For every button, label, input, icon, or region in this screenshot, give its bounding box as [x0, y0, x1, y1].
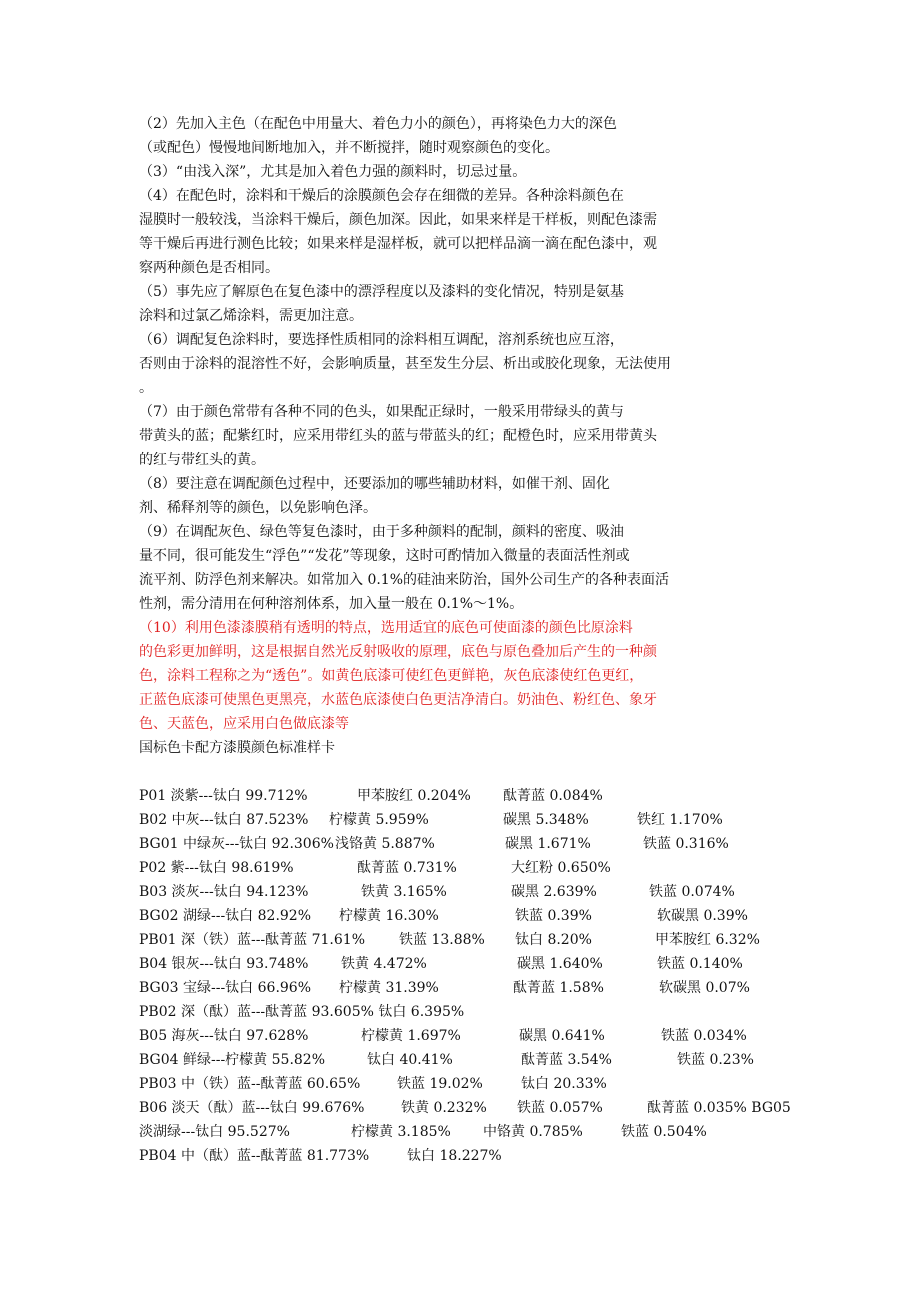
- text-line: 否则由于涂料的混溶性不好，会影响质量，甚至发生分层、析出或胶化现象，无法使用: [139, 356, 671, 372]
- formula-row: [139, 808, 809, 832]
- text-line: 流平剂、防浮色剂来解决。如常加入 0.1%的硅油来防治，国外公司生产的各种表面活: [139, 572, 670, 588]
- paragraph: [139, 736, 809, 760]
- paragraph: [139, 112, 809, 160]
- text-line: （8）要注意在调配颜色过程中，还要添加的哪些辅助材料，如催干剂、固化: [139, 476, 610, 492]
- text-line: 剂、稀释剂等的颜色，以免影响色泽。: [139, 500, 377, 516]
- pigment-cell: 柠檬黄 31.39%: [339, 980, 439, 996]
- color-formula-list: [139, 784, 809, 1168]
- text-line: 量不同，很可能发生“浮色”“发花”等现象，这时可酌情加入微量的表面活性剂或: [139, 548, 630, 564]
- formula-name-cell: BG03 宝绿---钛白 66.96%: [139, 980, 312, 996]
- pigment-cell: 铁蓝 0.316%: [643, 836, 729, 852]
- formula-row: [139, 1024, 809, 1048]
- formula-row: [139, 784, 809, 808]
- formula-row: [139, 856, 809, 880]
- formula-name-cell: BG02 湖绿---钛白 82.92%: [139, 908, 312, 924]
- pigment-cell: 酞菁蓝 3.54%: [521, 1052, 612, 1068]
- pigment-cell: 酞菁蓝 0.731%: [357, 860, 457, 876]
- paragraph: [139, 472, 809, 520]
- text-line: （6）调配复色涂料时，要选择性质相同的涂料相互调配，溶剂系统也应互溶，: [139, 332, 624, 348]
- pigment-cell: 铁黄 4.472%: [341, 956, 427, 972]
- formula-name-cell: B02 中灰---钛白 87.523%: [139, 812, 309, 828]
- text-line: （9）在调配灰色、绿色等复色漆时，由于多种颜料的配制，颜料的密度、吸油: [139, 524, 624, 540]
- text-line: （2）先加入主色（在配色中用量大、着色力小的颜色），再将染色力大的深色: [139, 116, 617, 132]
- formula-name-cell: BG04 鲜绿---柠檬黄 55.82%: [139, 1052, 326, 1068]
- pigment-cell: 酞菁蓝 0.084%: [503, 788, 603, 804]
- formula-name-cell: 淡湖绿---钛白 95.527%: [139, 1124, 290, 1140]
- formula-row: [139, 952, 809, 976]
- text-line: 国标色卡配方漆膜颜色标准样卡: [139, 740, 335, 756]
- text-line: 性剂，需分清用在何种溶剂体系，加入量一般在 0.1%～1%。: [139, 596, 524, 612]
- text-line: 涂料和过氯乙烯涂料，需更加注意。: [139, 308, 363, 324]
- pigment-cell: 铁蓝 0.074%: [649, 884, 735, 900]
- text-line: 的色彩更加鲜明，这是根据自然光反射吸收的原理，底色与原色叠加后产生的一种颜: [139, 644, 657, 660]
- paragraph: [139, 184, 809, 280]
- pigment-cell: 酞菁蓝 1.58%: [513, 980, 604, 996]
- text-line: 色、天蓝色，应采用白色做底漆等: [139, 716, 349, 732]
- formula-row: [139, 1096, 809, 1120]
- text-line: 的红与带红头的黄。: [139, 452, 265, 468]
- formula-name-cell: B06 淡天（酞）蓝---钛白 99.676%: [139, 1100, 365, 1116]
- formula-row: [139, 976, 809, 1000]
- text-line: 带黄头的蓝；配紫红时，应采用带红头的蓝与带蓝头的红；配橙色时，应采用带黄头: [139, 428, 657, 444]
- text-line: （7）由于颜色常带有各种不同的色头，如果配正绿时，一般采用带绿头的黄与: [139, 404, 624, 420]
- text-line: 色，涂料工程称之为“透色”。如黄色底漆可使红色更鲜艳，灰色底漆使红色更红，: [139, 668, 644, 684]
- pigment-cell: 铁红 1.170%: [637, 812, 723, 828]
- pigment-cell: 钛白 18.227%: [407, 1148, 502, 1164]
- pigment-cell: 碳黑 2.639%: [511, 884, 597, 900]
- formula-row: [139, 1144, 809, 1168]
- pigment-cell: 铁黄 0.232%: [401, 1100, 487, 1116]
- text-line: 察两种颜色是否相同。: [139, 260, 279, 276]
- pigment-cell: 碳黑 5.348%: [503, 812, 589, 828]
- text-line: 湿膜时一般较浅，当涂料干燥后，颜色加深。因此，如果来样是干样板，则配色漆需: [139, 212, 657, 228]
- paragraph: [139, 280, 809, 328]
- pigment-cell: 浅铬黄 5.887%: [335, 836, 435, 852]
- pigment-cell: 铁蓝 0.034%: [661, 1028, 747, 1044]
- text-line: （5）事先应了解原色在复色漆中的漂浮程度以及漆料的变化情况，特别是氨基: [139, 284, 624, 300]
- pigment-cell: 酞菁蓝 0.035% BG05: [647, 1100, 791, 1116]
- formula-row: [139, 1000, 809, 1024]
- formula-row: [139, 928, 809, 952]
- formula-name-cell: PB03 中（铁）蓝--酞菁蓝 60.65%: [139, 1076, 361, 1092]
- pigment-cell: 铁蓝 13.88%: [399, 932, 485, 948]
- pigment-cell: 铁蓝 0.140%: [657, 956, 743, 972]
- pigment-cell: 铁黄 3.165%: [361, 884, 447, 900]
- formula-row: [139, 832, 809, 856]
- formula-row: [139, 904, 809, 928]
- formula-name-cell: PB04 中（酞）蓝--酞菁蓝 81.773%: [139, 1148, 370, 1164]
- pigment-cell: 钛白 8.20%: [515, 932, 592, 948]
- paragraph: [139, 328, 809, 400]
- formula-name-cell: P02 紫---钛白 98.619%: [139, 860, 294, 876]
- pigment-cell: 碳黑 1.640%: [517, 956, 603, 972]
- text-line: （4）在配色时，涂料和干燥后的涂膜颜色会存在细微的差异。各种涂料颜色在: [139, 188, 624, 204]
- pigment-cell: 铁蓝 19.02%: [397, 1076, 483, 1092]
- paragraph: [139, 616, 809, 736]
- pigment-cell: 柠檬黄 1.697%: [361, 1028, 461, 1044]
- text-line: 等干燥后再进行测色比较；如果来样是湿样板，就可以把样品滴一滴在配色漆中，观: [139, 236, 657, 252]
- pigment-cell: 铁蓝 0.23%: [677, 1052, 754, 1068]
- text-line: （3）“由浅入深”，尤其是加入着色力强的颜料时，切忌过量。: [139, 164, 527, 180]
- body-text: [139, 112, 809, 760]
- formula-row: [139, 1120, 809, 1144]
- formula-row: [139, 1072, 809, 1096]
- text-line: 。: [139, 380, 153, 396]
- pigment-cell: 软碳黑 0.39%: [657, 908, 748, 924]
- text-line: （10）利用色漆漆膜稍有透明的特点，选用适宜的底色可使面漆的颜色比原涂料: [139, 620, 633, 636]
- pigment-cell: 甲苯胺红 0.204%: [357, 788, 471, 804]
- pigment-cell: 软碳黑 0.07%: [659, 980, 750, 996]
- pigment-cell: 钛白 40.41%: [367, 1052, 453, 1068]
- formula-row: [139, 880, 809, 904]
- formula-name-cell: PB02 深（酞）蓝---酞菁蓝 93.605% 钛白 6.395%: [139, 1004, 465, 1020]
- pigment-cell: 大红粉 0.650%: [511, 860, 611, 876]
- paragraph: [139, 520, 809, 616]
- blank-line: [139, 760, 809, 784]
- paragraph: [139, 160, 809, 184]
- pigment-cell: 柠檬黄 3.185%: [351, 1124, 451, 1140]
- formula-name-cell: B05 海灰---钛白 97.628%: [139, 1028, 309, 1044]
- pigment-cell: 柠檬黄 5.959%: [329, 812, 429, 828]
- formula-row: [139, 1048, 809, 1072]
- document-page: [139, 112, 809, 1168]
- formula-name-cell: BG01 中绿灰---钛白 92.306%: [139, 836, 334, 852]
- pigment-cell: 钛白 20.33%: [521, 1076, 607, 1092]
- pigment-cell: 柠檬黄 16.30%: [339, 908, 439, 924]
- paragraph: [139, 400, 809, 472]
- pigment-cell: 铁蓝 0.504%: [621, 1124, 707, 1140]
- formula-name-cell: B03 淡灰---钛白 94.123%: [139, 884, 309, 900]
- pigment-cell: 铁蓝 0.39%: [515, 908, 592, 924]
- pigment-cell: 铁蓝 0.057%: [517, 1100, 603, 1116]
- pigment-cell: 甲苯胺红 6.32%: [655, 932, 760, 948]
- pigment-cell: 碳黑 0.641%: [519, 1028, 605, 1044]
- pigment-cell: 中铬黄 0.785%: [483, 1124, 583, 1140]
- text-line: （或配色）慢慢地间断地加入，并不断搅拌，随时观察颜色的变化。: [139, 140, 559, 156]
- formula-name-cell: P01 淡紫---钛白 99.712%: [139, 788, 308, 804]
- text-line: 正蓝色底漆可使黑色更黑亮，水蓝色底漆使白色更洁净清白。奶油色、粉红色、象牙: [139, 692, 657, 708]
- formula-name-cell: PB01 深（铁）蓝---酞菁蓝 71.61%: [139, 932, 365, 948]
- formula-name-cell: B04 银灰---钛白 93.748%: [139, 956, 309, 972]
- pigment-cell: 碳黑 1.671%: [505, 836, 591, 852]
